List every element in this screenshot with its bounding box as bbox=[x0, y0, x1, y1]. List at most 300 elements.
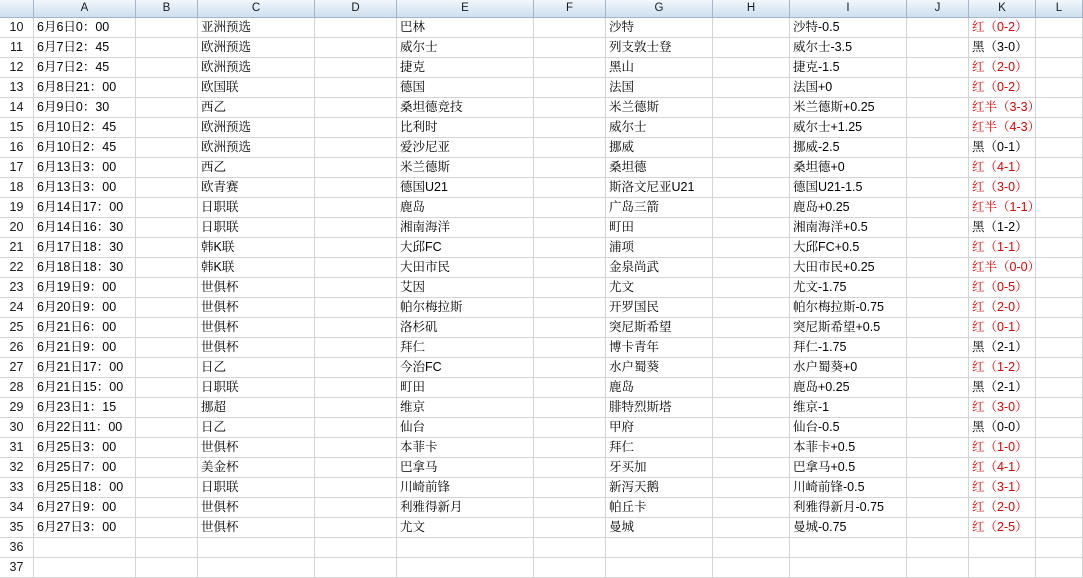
cell-d-20[interactable] bbox=[315, 218, 397, 238]
cell-a-37[interactable] bbox=[34, 558, 136, 578]
cell-c-19[interactable]: 日职联 bbox=[198, 198, 315, 218]
cell-f-26[interactable] bbox=[534, 338, 606, 358]
cell-d-24[interactable] bbox=[315, 298, 397, 318]
cell-g-10[interactable]: 沙特 bbox=[606, 18, 713, 38]
cell-d-33[interactable] bbox=[315, 478, 397, 498]
cell-i-20[interactable]: 湘南海洋+0.5 bbox=[790, 218, 907, 238]
cell-d-16[interactable] bbox=[315, 138, 397, 158]
cell-a-13[interactable]: 6月8日21：00 bbox=[34, 78, 136, 98]
cell-d-31[interactable] bbox=[315, 438, 397, 458]
column-header-g[interactable]: G bbox=[606, 0, 713, 18]
cell-h-15[interactable] bbox=[713, 118, 790, 138]
cell-h-11[interactable] bbox=[713, 38, 790, 58]
table-row[interactable] bbox=[0, 438, 1083, 458]
cell-b-34[interactable] bbox=[136, 498, 198, 518]
cell-c-29[interactable]: 挪超 bbox=[198, 398, 315, 418]
cell-j-29[interactable] bbox=[907, 398, 969, 418]
cell-d-25[interactable] bbox=[315, 318, 397, 338]
cell-f-31[interactable] bbox=[534, 438, 606, 458]
cell-b-10[interactable] bbox=[136, 18, 198, 38]
cell-c-25[interactable]: 世俱杯 bbox=[198, 318, 315, 338]
cell-h-28[interactable] bbox=[713, 378, 790, 398]
cell-i-31[interactable]: 本菲卡+0.5 bbox=[790, 438, 907, 458]
cell-d-35[interactable] bbox=[315, 518, 397, 538]
row-header[interactable]: 33 bbox=[0, 478, 34, 498]
cell-c-18[interactable]: 欧青赛 bbox=[198, 178, 315, 198]
cell-h-13[interactable] bbox=[713, 78, 790, 98]
cell-f-20[interactable] bbox=[534, 218, 606, 238]
cell-k-25[interactable]: 红（0-1） bbox=[969, 318, 1036, 338]
cell-b-15[interactable] bbox=[136, 118, 198, 138]
cell-j-31[interactable] bbox=[907, 438, 969, 458]
table-row[interactable] bbox=[0, 498, 1083, 518]
cell-b-33[interactable] bbox=[136, 478, 198, 498]
cell-a-30[interactable]: 6月22日11：00 bbox=[34, 418, 136, 438]
row-header[interactable]: 15 bbox=[0, 118, 34, 138]
cell-f-14[interactable] bbox=[534, 98, 606, 118]
table-row[interactable] bbox=[0, 78, 1083, 98]
table-row[interactable] bbox=[0, 38, 1083, 58]
cell-e-10[interactable]: 巴林 bbox=[397, 18, 534, 38]
cell-c-30[interactable]: 日乙 bbox=[198, 418, 315, 438]
cell-l-11[interactable] bbox=[1036, 38, 1083, 58]
cell-i-37[interactable] bbox=[790, 558, 907, 578]
cell-f-23[interactable] bbox=[534, 278, 606, 298]
cell-j-17[interactable] bbox=[907, 158, 969, 178]
cell-g-19[interactable]: 广岛三箭 bbox=[606, 198, 713, 218]
cell-d-15[interactable] bbox=[315, 118, 397, 138]
cell-k-37[interactable] bbox=[969, 558, 1036, 578]
cell-j-15[interactable] bbox=[907, 118, 969, 138]
cell-k-20[interactable]: 黑（1-2） bbox=[969, 218, 1036, 238]
row-header[interactable]: 13 bbox=[0, 78, 34, 98]
cell-i-18[interactable]: 德国U21-1.5 bbox=[790, 178, 907, 198]
cell-l-27[interactable] bbox=[1036, 358, 1083, 378]
cell-a-32[interactable]: 6月25日7：00 bbox=[34, 458, 136, 478]
cell-c-23[interactable]: 世俱杯 bbox=[198, 278, 315, 298]
cell-b-35[interactable] bbox=[136, 518, 198, 538]
cell-c-11[interactable]: 欧洲预选 bbox=[198, 38, 315, 58]
cell-e-16[interactable]: 爱沙尼亚 bbox=[397, 138, 534, 158]
cell-j-28[interactable] bbox=[907, 378, 969, 398]
cell-j-33[interactable] bbox=[907, 478, 969, 498]
cell-a-21[interactable]: 6月17日18：30 bbox=[34, 238, 136, 258]
cell-c-15[interactable]: 欧洲预选 bbox=[198, 118, 315, 138]
table-row[interactable] bbox=[0, 478, 1083, 498]
cell-e-27[interactable]: 今治FC bbox=[397, 358, 534, 378]
cell-b-28[interactable] bbox=[136, 378, 198, 398]
cell-k-11[interactable]: 黑（3-0） bbox=[969, 38, 1036, 58]
table-row[interactable] bbox=[0, 198, 1083, 218]
table-row[interactable] bbox=[0, 318, 1083, 338]
table-row[interactable] bbox=[0, 458, 1083, 478]
cell-j-34[interactable] bbox=[907, 498, 969, 518]
cell-k-22[interactable]: 红半（0-0） bbox=[969, 258, 1036, 278]
cell-h-21[interactable] bbox=[713, 238, 790, 258]
row-header[interactable]: 26 bbox=[0, 338, 34, 358]
row-header[interactable]: 11 bbox=[0, 38, 34, 58]
cell-g-26[interactable]: 博卡青年 bbox=[606, 338, 713, 358]
cell-j-11[interactable] bbox=[907, 38, 969, 58]
cell-h-31[interactable] bbox=[713, 438, 790, 458]
cell-b-14[interactable] bbox=[136, 98, 198, 118]
cell-l-18[interactable] bbox=[1036, 178, 1083, 198]
cell-d-37[interactable] bbox=[315, 558, 397, 578]
cell-d-36[interactable] bbox=[315, 538, 397, 558]
row-header[interactable]: 25 bbox=[0, 318, 34, 338]
cell-i-35[interactable]: 曼城-0.75 bbox=[790, 518, 907, 538]
cell-a-27[interactable]: 6月21日17：00 bbox=[34, 358, 136, 378]
cell-c-32[interactable]: 美金杯 bbox=[198, 458, 315, 478]
cell-k-36[interactable] bbox=[969, 538, 1036, 558]
cell-g-35[interactable]: 曼城 bbox=[606, 518, 713, 538]
cell-b-12[interactable] bbox=[136, 58, 198, 78]
table-row[interactable] bbox=[0, 558, 1083, 578]
table-row[interactable] bbox=[0, 378, 1083, 398]
cell-f-34[interactable] bbox=[534, 498, 606, 518]
cell-a-29[interactable]: 6月23日1：15 bbox=[34, 398, 136, 418]
cell-k-19[interactable]: 红半（1-1） bbox=[969, 198, 1036, 218]
cell-b-17[interactable] bbox=[136, 158, 198, 178]
cell-l-23[interactable] bbox=[1036, 278, 1083, 298]
cell-c-27[interactable]: 日乙 bbox=[198, 358, 315, 378]
cell-l-15[interactable] bbox=[1036, 118, 1083, 138]
cell-e-23[interactable]: 艾因 bbox=[397, 278, 534, 298]
cell-c-26[interactable]: 世俱杯 bbox=[198, 338, 315, 358]
cell-h-16[interactable] bbox=[713, 138, 790, 158]
cell-e-30[interactable]: 仙台 bbox=[397, 418, 534, 438]
row-header[interactable]: 22 bbox=[0, 258, 34, 278]
cell-j-20[interactable] bbox=[907, 218, 969, 238]
cell-h-18[interactable] bbox=[713, 178, 790, 198]
cell-j-37[interactable] bbox=[907, 558, 969, 578]
cell-e-29[interactable]: 维京 bbox=[397, 398, 534, 418]
table-row[interactable] bbox=[0, 158, 1083, 178]
cell-i-36[interactable] bbox=[790, 538, 907, 558]
cell-f-30[interactable] bbox=[534, 418, 606, 438]
cell-b-23[interactable] bbox=[136, 278, 198, 298]
cell-b-24[interactable] bbox=[136, 298, 198, 318]
cell-d-27[interactable] bbox=[315, 358, 397, 378]
cell-k-24[interactable]: 红（2-0） bbox=[969, 298, 1036, 318]
row-header[interactable]: 16 bbox=[0, 138, 34, 158]
cell-e-28[interactable]: 町田 bbox=[397, 378, 534, 398]
cell-a-35[interactable]: 6月27日3：00 bbox=[34, 518, 136, 538]
cell-b-26[interactable] bbox=[136, 338, 198, 358]
row-header[interactable]: 20 bbox=[0, 218, 34, 238]
cell-k-28[interactable]: 黑（2-1） bbox=[969, 378, 1036, 398]
cell-i-13[interactable]: 法国+0 bbox=[790, 78, 907, 98]
cell-b-13[interactable] bbox=[136, 78, 198, 98]
cell-k-15[interactable]: 红半（4-3） bbox=[969, 118, 1036, 138]
cell-e-37[interactable] bbox=[397, 558, 534, 578]
cell-d-14[interactable] bbox=[315, 98, 397, 118]
cell-e-21[interactable]: 大邱FC bbox=[397, 238, 534, 258]
cell-k-16[interactable]: 黑（0-1） bbox=[969, 138, 1036, 158]
cell-i-12[interactable]: 捷克-1.5 bbox=[790, 58, 907, 78]
cell-i-26[interactable]: 拜仁-1.75 bbox=[790, 338, 907, 358]
cell-j-22[interactable] bbox=[907, 258, 969, 278]
cell-b-37[interactable] bbox=[136, 558, 198, 578]
row-header[interactable]: 35 bbox=[0, 518, 34, 538]
cell-f-29[interactable] bbox=[534, 398, 606, 418]
cell-j-12[interactable] bbox=[907, 58, 969, 78]
row-header[interactable]: 37 bbox=[0, 558, 34, 578]
cell-c-35[interactable]: 世俱杯 bbox=[198, 518, 315, 538]
cell-h-27[interactable] bbox=[713, 358, 790, 378]
cell-f-19[interactable] bbox=[534, 198, 606, 218]
cell-f-33[interactable] bbox=[534, 478, 606, 498]
cell-g-23[interactable]: 尤文 bbox=[606, 278, 713, 298]
cell-g-28[interactable]: 鹿岛 bbox=[606, 378, 713, 398]
cell-f-16[interactable] bbox=[534, 138, 606, 158]
cell-a-12[interactable]: 6月7日2：45 bbox=[34, 58, 136, 78]
cell-a-10[interactable]: 6月6日0：00 bbox=[34, 18, 136, 38]
cell-e-32[interactable]: 巴拿马 bbox=[397, 458, 534, 478]
cell-a-36[interactable] bbox=[34, 538, 136, 558]
cell-i-25[interactable]: 突尼斯希望+0.5 bbox=[790, 318, 907, 338]
cell-d-22[interactable] bbox=[315, 258, 397, 278]
select-all-corner[interactable] bbox=[0, 0, 34, 18]
cell-d-32[interactable] bbox=[315, 458, 397, 478]
table-row[interactable] bbox=[0, 138, 1083, 158]
table-row[interactable] bbox=[0, 398, 1083, 418]
cell-g-37[interactable] bbox=[606, 558, 713, 578]
cell-e-12[interactable]: 捷克 bbox=[397, 58, 534, 78]
cell-e-31[interactable]: 本菲卡 bbox=[397, 438, 534, 458]
cell-f-37[interactable] bbox=[534, 558, 606, 578]
table-row[interactable] bbox=[0, 518, 1083, 538]
cell-g-12[interactable]: 黑山 bbox=[606, 58, 713, 78]
cell-l-30[interactable] bbox=[1036, 418, 1083, 438]
cell-g-18[interactable]: 斯洛文尼亚U21 bbox=[606, 178, 713, 198]
cell-l-28[interactable] bbox=[1036, 378, 1083, 398]
cell-a-11[interactable]: 6月7日2：45 bbox=[34, 38, 136, 58]
cell-g-36[interactable] bbox=[606, 538, 713, 558]
cell-f-10[interactable] bbox=[534, 18, 606, 38]
table-row[interactable] bbox=[0, 18, 1083, 38]
cell-g-34[interactable]: 帕丘卡 bbox=[606, 498, 713, 518]
cell-k-31[interactable]: 红（1-0） bbox=[969, 438, 1036, 458]
cell-i-15[interactable]: 威尔士+1.25 bbox=[790, 118, 907, 138]
table-row[interactable] bbox=[0, 238, 1083, 258]
cell-l-14[interactable] bbox=[1036, 98, 1083, 118]
cell-l-26[interactable] bbox=[1036, 338, 1083, 358]
cell-h-25[interactable] bbox=[713, 318, 790, 338]
cell-e-18[interactable]: 德国U21 bbox=[397, 178, 534, 198]
cell-i-27[interactable]: 水户蜀葵+0 bbox=[790, 358, 907, 378]
cell-k-18[interactable]: 红（3-0） bbox=[969, 178, 1036, 198]
cell-b-19[interactable] bbox=[136, 198, 198, 218]
cell-l-25[interactable] bbox=[1036, 318, 1083, 338]
cell-b-18[interactable] bbox=[136, 178, 198, 198]
cell-h-10[interactable] bbox=[713, 18, 790, 38]
cell-l-29[interactable] bbox=[1036, 398, 1083, 418]
cell-j-13[interactable] bbox=[907, 78, 969, 98]
cell-b-36[interactable] bbox=[136, 538, 198, 558]
cell-c-34[interactable]: 世俱杯 bbox=[198, 498, 315, 518]
cell-l-16[interactable] bbox=[1036, 138, 1083, 158]
cell-e-20[interactable]: 湘南海洋 bbox=[397, 218, 534, 238]
cell-i-14[interactable]: 米兰德斯+0.25 bbox=[790, 98, 907, 118]
cell-g-14[interactable]: 米兰德斯 bbox=[606, 98, 713, 118]
cell-a-16[interactable]: 6月10日2：45 bbox=[34, 138, 136, 158]
row-header[interactable]: 18 bbox=[0, 178, 34, 198]
cell-a-23[interactable]: 6月19日9：00 bbox=[34, 278, 136, 298]
cell-i-34[interactable]: 利雅得新月-0.75 bbox=[790, 498, 907, 518]
cell-j-32[interactable] bbox=[907, 458, 969, 478]
cell-b-32[interactable] bbox=[136, 458, 198, 478]
cell-f-24[interactable] bbox=[534, 298, 606, 318]
cell-c-14[interactable]: 西乙 bbox=[198, 98, 315, 118]
column-header-i[interactable]: I bbox=[790, 0, 907, 18]
cell-g-31[interactable]: 拜仁 bbox=[606, 438, 713, 458]
cell-h-37[interactable] bbox=[713, 558, 790, 578]
cell-c-31[interactable]: 世俱杯 bbox=[198, 438, 315, 458]
table-row[interactable] bbox=[0, 538, 1083, 558]
cell-e-24[interactable]: 帕尔梅拉斯 bbox=[397, 298, 534, 318]
cell-f-35[interactable] bbox=[534, 518, 606, 538]
cell-g-15[interactable]: 威尔士 bbox=[606, 118, 713, 138]
cell-g-21[interactable]: 浦项 bbox=[606, 238, 713, 258]
cell-e-13[interactable]: 德国 bbox=[397, 78, 534, 98]
cell-i-29[interactable]: 维京-1 bbox=[790, 398, 907, 418]
row-header[interactable]: 29 bbox=[0, 398, 34, 418]
table-row[interactable] bbox=[0, 118, 1083, 138]
cell-j-23[interactable] bbox=[907, 278, 969, 298]
cell-k-14[interactable]: 红半（3-3） bbox=[969, 98, 1036, 118]
cell-b-16[interactable] bbox=[136, 138, 198, 158]
cell-h-17[interactable] bbox=[713, 158, 790, 178]
cell-h-19[interactable] bbox=[713, 198, 790, 218]
row-header[interactable]: 17 bbox=[0, 158, 34, 178]
cell-g-11[interactable]: 列支敦士登 bbox=[606, 38, 713, 58]
cell-g-33[interactable]: 新泻天鹅 bbox=[606, 478, 713, 498]
cell-l-35[interactable] bbox=[1036, 518, 1083, 538]
cell-d-28[interactable] bbox=[315, 378, 397, 398]
cell-k-29[interactable]: 红（3-0） bbox=[969, 398, 1036, 418]
cell-k-21[interactable]: 红（1-1） bbox=[969, 238, 1036, 258]
row-header[interactable]: 36 bbox=[0, 538, 34, 558]
cell-c-12[interactable]: 欧洲预选 bbox=[198, 58, 315, 78]
cell-d-21[interactable] bbox=[315, 238, 397, 258]
cell-j-26[interactable] bbox=[907, 338, 969, 358]
cell-l-20[interactable] bbox=[1036, 218, 1083, 238]
cell-c-21[interactable]: 韩K联 bbox=[198, 238, 315, 258]
table-row[interactable] bbox=[0, 418, 1083, 438]
cell-b-27[interactable] bbox=[136, 358, 198, 378]
cell-j-14[interactable] bbox=[907, 98, 969, 118]
cell-j-24[interactable] bbox=[907, 298, 969, 318]
cell-k-33[interactable]: 红（3-1） bbox=[969, 478, 1036, 498]
row-header[interactable]: 10 bbox=[0, 18, 34, 38]
cell-h-35[interactable] bbox=[713, 518, 790, 538]
cell-b-21[interactable] bbox=[136, 238, 198, 258]
cell-c-13[interactable]: 欧国联 bbox=[198, 78, 315, 98]
cell-l-13[interactable] bbox=[1036, 78, 1083, 98]
cell-f-17[interactable] bbox=[534, 158, 606, 178]
cell-e-19[interactable]: 鹿岛 bbox=[397, 198, 534, 218]
column-header-d[interactable]: D bbox=[315, 0, 397, 18]
cell-f-12[interactable] bbox=[534, 58, 606, 78]
cell-j-36[interactable] bbox=[907, 538, 969, 558]
cell-l-10[interactable] bbox=[1036, 18, 1083, 38]
cell-e-36[interactable] bbox=[397, 538, 534, 558]
cell-h-33[interactable] bbox=[713, 478, 790, 498]
cell-h-29[interactable] bbox=[713, 398, 790, 418]
cell-a-18[interactable]: 6月13日3：00 bbox=[34, 178, 136, 198]
cell-l-31[interactable] bbox=[1036, 438, 1083, 458]
cell-l-17[interactable] bbox=[1036, 158, 1083, 178]
cell-k-34[interactable]: 红（2-0） bbox=[969, 498, 1036, 518]
cell-h-30[interactable] bbox=[713, 418, 790, 438]
cell-c-33[interactable]: 日职联 bbox=[198, 478, 315, 498]
row-header[interactable]: 21 bbox=[0, 238, 34, 258]
cell-a-34[interactable]: 6月27日9：00 bbox=[34, 498, 136, 518]
cell-i-11[interactable]: 威尔士-3.5 bbox=[790, 38, 907, 58]
cell-f-22[interactable] bbox=[534, 258, 606, 278]
row-header[interactable]: 32 bbox=[0, 458, 34, 478]
cell-d-11[interactable] bbox=[315, 38, 397, 58]
cell-f-36[interactable] bbox=[534, 538, 606, 558]
cell-i-16[interactable]: 挪威-2.5 bbox=[790, 138, 907, 158]
cell-i-19[interactable]: 鹿岛+0.25 bbox=[790, 198, 907, 218]
cell-i-33[interactable]: 川崎前锋-0.5 bbox=[790, 478, 907, 498]
cell-b-20[interactable] bbox=[136, 218, 198, 238]
cell-d-10[interactable] bbox=[315, 18, 397, 38]
cell-c-24[interactable]: 世俱杯 bbox=[198, 298, 315, 318]
cell-e-15[interactable]: 比利时 bbox=[397, 118, 534, 138]
cell-a-14[interactable]: 6月9日0：30 bbox=[34, 98, 136, 118]
cell-l-21[interactable] bbox=[1036, 238, 1083, 258]
row-header[interactable]: 30 bbox=[0, 418, 34, 438]
cell-j-27[interactable] bbox=[907, 358, 969, 378]
cell-a-25[interactable]: 6月21日6：00 bbox=[34, 318, 136, 338]
cell-b-29[interactable] bbox=[136, 398, 198, 418]
column-header-k[interactable]: K bbox=[969, 0, 1036, 18]
cell-a-22[interactable]: 6月18日18：30 bbox=[34, 258, 136, 278]
cell-h-24[interactable] bbox=[713, 298, 790, 318]
cell-e-25[interactable]: 洛杉矶 bbox=[397, 318, 534, 338]
cell-i-17[interactable]: 桑坦德+0 bbox=[790, 158, 907, 178]
column-header-l[interactable]: L bbox=[1036, 0, 1083, 18]
cell-d-17[interactable] bbox=[315, 158, 397, 178]
cell-e-35[interactable]: 尤文 bbox=[397, 518, 534, 538]
cell-j-25[interactable] bbox=[907, 318, 969, 338]
cell-f-21[interactable] bbox=[534, 238, 606, 258]
row-header[interactable]: 19 bbox=[0, 198, 34, 218]
row-header[interactable]: 23 bbox=[0, 278, 34, 298]
cell-k-13[interactable]: 红（0-2） bbox=[969, 78, 1036, 98]
cell-d-34[interactable] bbox=[315, 498, 397, 518]
cell-l-33[interactable] bbox=[1036, 478, 1083, 498]
table-row[interactable] bbox=[0, 178, 1083, 198]
cell-l-19[interactable] bbox=[1036, 198, 1083, 218]
cell-k-17[interactable]: 红（4-1） bbox=[969, 158, 1036, 178]
cell-a-15[interactable]: 6月10日2：45 bbox=[34, 118, 136, 138]
cell-c-10[interactable]: 亚洲预选 bbox=[198, 18, 315, 38]
cell-c-17[interactable]: 西乙 bbox=[198, 158, 315, 178]
cell-f-32[interactable] bbox=[534, 458, 606, 478]
cell-l-34[interactable] bbox=[1036, 498, 1083, 518]
cell-f-18[interactable] bbox=[534, 178, 606, 198]
cell-f-13[interactable] bbox=[534, 78, 606, 98]
cell-j-18[interactable] bbox=[907, 178, 969, 198]
cell-h-32[interactable] bbox=[713, 458, 790, 478]
table-row[interactable] bbox=[0, 258, 1083, 278]
cell-b-30[interactable] bbox=[136, 418, 198, 438]
cell-e-14[interactable]: 桑坦德竞技 bbox=[397, 98, 534, 118]
